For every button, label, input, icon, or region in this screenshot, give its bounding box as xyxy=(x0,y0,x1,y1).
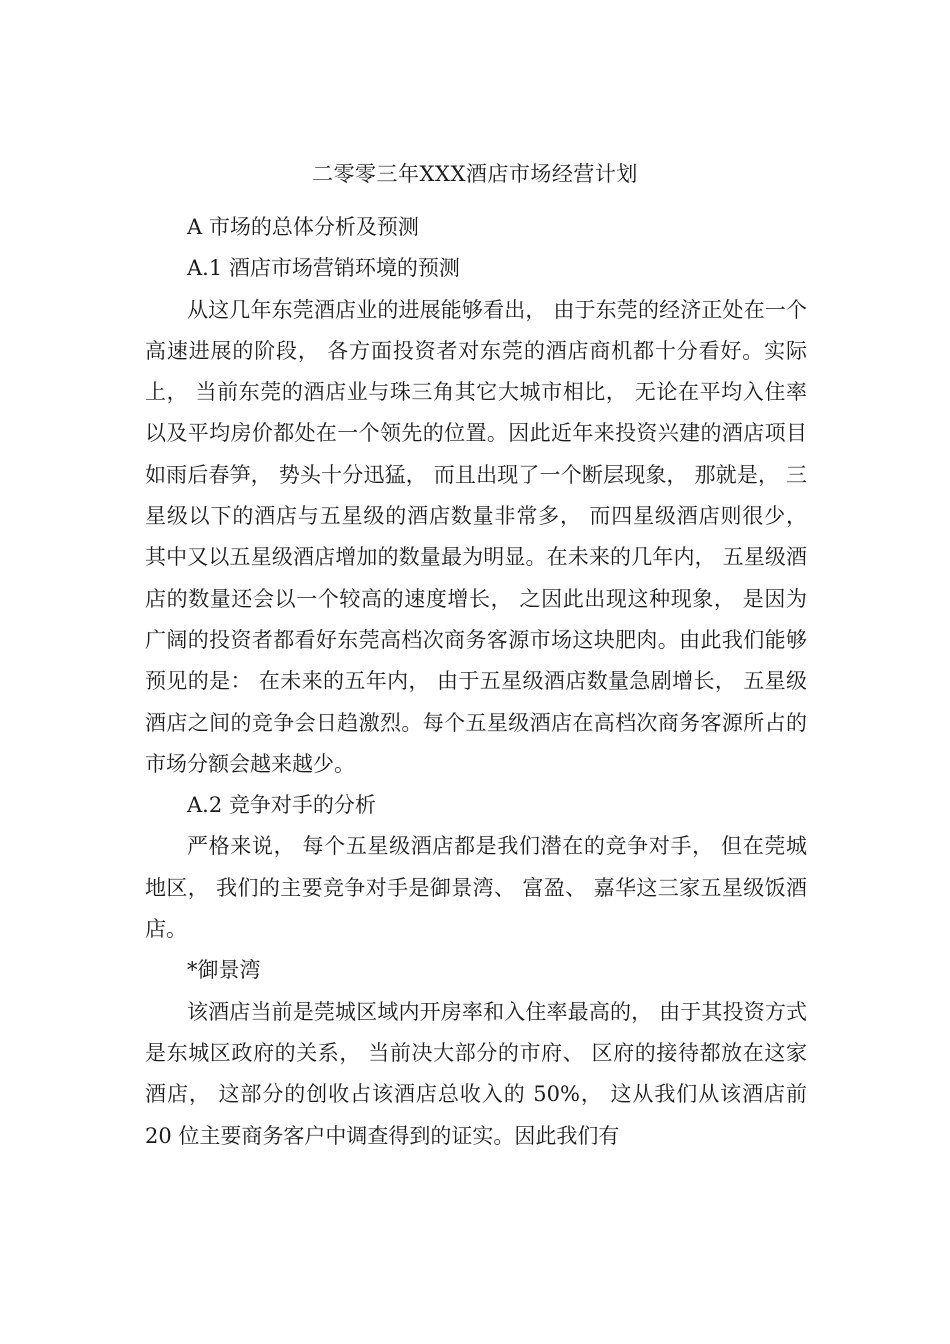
document-body xyxy=(145,207,807,1157)
bullet-yujingwan: *御景湾 xyxy=(187,958,261,983)
document-title: 二零零三年XXX酒店市场经营计划 xyxy=(312,162,638,186)
paragraph-market-environment: 从这几年东莞酒店业的进展能够看出， 由于东莞的经济正处在一个高速进展的阶段， 各方面投资者对东莞的酒店商机都十分看好。实际上， 当前东莞的酒店业与珠三角其它大城市相比， 无论在平均入住率以及平均房价都处在一个领先的位置。因此近年来投资兴建的酒店项目如雨后春笋， 势头十分迅猛， 而且出现了一个断层现象， 那就是， 三星级以下的酒店与五星级的酒店数量非常多， 而四星级酒店则很少， 其中又以五星级酒店增加的数量最为明显。在未来的几年内， 五星级酒店的数量还会以一个较高的速度增长， 之因此出现这种现象， 是因为广阔的投资者都看好东莞高档次商务客源市场这块肥肉。由此我们能够预见的是： 在未来的五年内， 由于五星级酒店数量急剧增长， 五星级酒店之间的竞争会日趋激烈。每个五星级酒店在高档次商务客源所占的市场分额会越来越少。 xyxy=(145,297,807,776)
section-heading-a: A 市场的总体分析及预测 xyxy=(187,215,419,239)
paragraph-competitors: 严格来说， 每个五星级酒店都是我们潜在的竞争对手， 但在莞城地区， 我们的主要竞争对手是御景湾、 富盈、 嘉华这三家五星级饭酒店。 xyxy=(145,834,807,942)
section-heading-a2: A.2 竞争对手的分析 xyxy=(187,793,376,818)
section-heading-a1: A.1 酒店市场营销环境的预测 xyxy=(187,256,460,281)
paragraph-yujingwan: 该酒店当前是莞城区域内开房率和入住率最高的， 由于其投资方式是东城区政府的关系， 当前决大部分的市府、 区府的接待都放在这家酒店， 这部分的创收占该酒店总收入的 50%， 这从我们从该酒店前 20 位主要商务客户中调查得到的证实。因此我们有 xyxy=(145,999,807,1148)
